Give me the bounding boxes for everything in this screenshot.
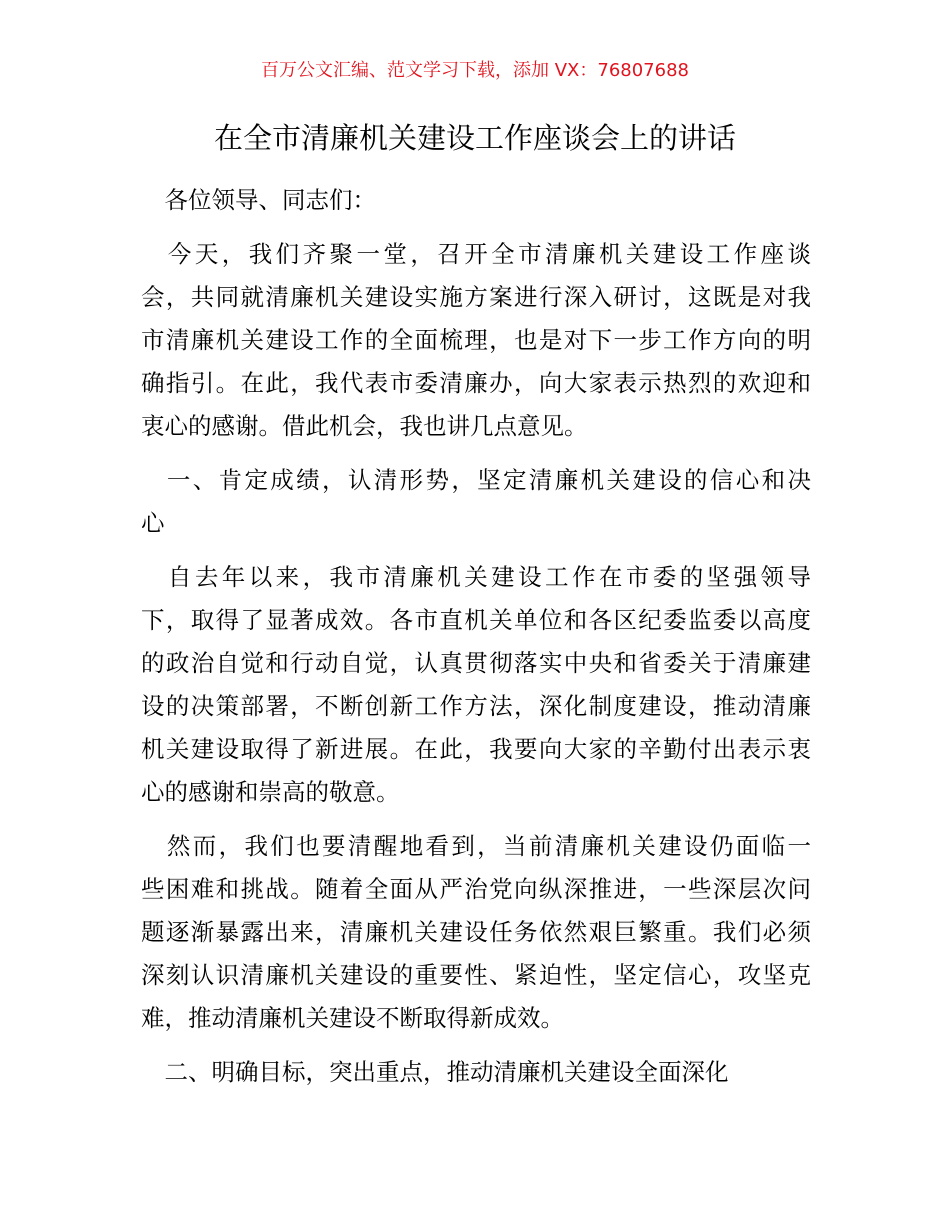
paragraph-line: 然而，我们也要清醒地看到，当前清廉机关建设仍面临一 <box>141 832 811 860</box>
paragraph <box>141 179 811 222</box>
paragraph-line: 市清廉机关建设工作的全面梳理，也是对下一步工作方向的明 <box>141 326 811 354</box>
paragraph-line: 机关建设取得了新进展。在此，我要向大家的辛勤付出表示衷 <box>141 735 811 763</box>
paragraph-line: 今天，我们齐聚一堂，召开全市清廉机关建设工作座谈 <box>141 240 811 268</box>
paragraph-line: 的政治自觉和行动自觉，认真贯彻落实中央和省委关于清廉建 <box>141 649 811 677</box>
paragraph-line: 各位领导、同志们： <box>141 186 376 214</box>
paragraph-line: 一、肯定成绩，认清形势，坚定清廉机关建设的信心和决 <box>141 466 811 494</box>
paragraph-line: 下，取得了显著成效。各市直机关单位和各区纪委监委以高度 <box>141 606 811 634</box>
document-body <box>141 168 811 1094</box>
paragraph-line: 题逐渐暴露出来，清廉机关建设任务依然艰巨繁重。我们必须 <box>141 918 811 946</box>
paragraph-line: 些困难和挑战。随着全面从严治党向纵深推进，一些深层次问 <box>141 875 811 903</box>
paragraph <box>141 459 811 545</box>
watermark-header: 百万公文汇编、范文学习下载，添加 VX：76807688 <box>261 60 689 81</box>
document-title: 在全市清廉机关建设工作座谈会上的讲话 <box>213 121 736 155</box>
paragraph <box>141 1051 811 1094</box>
paragraph-line: 设的决策部署，不断创新工作方法，深化制度建设，推动清廉 <box>141 692 811 720</box>
paragraph-line: 衷心的感谢。借此机会，我也讲几点意见。 <box>141 412 588 440</box>
paragraph-line: 心 <box>141 509 165 537</box>
paragraph-line: 心的感谢和崇高的敬意。 <box>141 778 400 806</box>
paragraph-line: 自去年以来，我市清廉机关建设工作在市委的坚强领导 <box>141 563 811 591</box>
paragraph-line: 难，推动清廉机关建设不断取得新成效。 <box>141 1004 564 1032</box>
paragraph <box>141 556 811 814</box>
paragraph <box>141 825 811 1040</box>
paragraph-line: 二、明确目标，突出重点，推动清廉机关建设全面深化 <box>141 1058 729 1086</box>
paragraph-line: 深刻认识清廉机关建设的重要性、紧迫性，坚定信心，攻坚克 <box>141 961 811 989</box>
paragraph-line: 会，共同就清廉机关建设实施方案进行深入研讨，这既是对我 <box>141 283 811 311</box>
paragraph-line: 确指引。在此，我代表市委清廉办，向大家表示热烈的欢迎和 <box>141 369 811 397</box>
paragraph <box>141 233 811 448</box>
